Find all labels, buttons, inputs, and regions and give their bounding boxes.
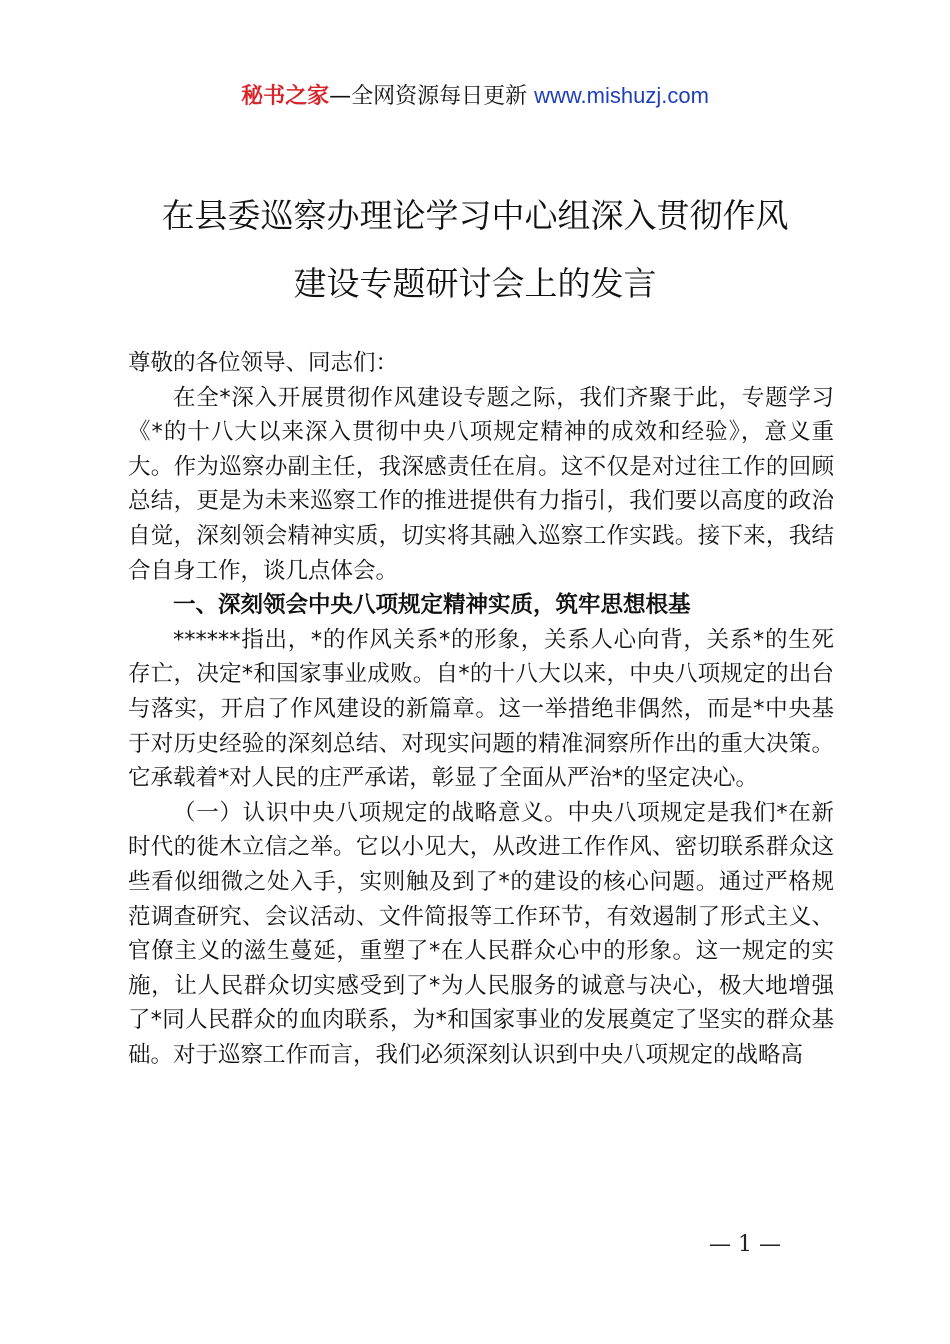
site-url-link[interactable]: www.mishuzj.com [534,83,709,108]
paragraph-2: ******指出，*的作风关系*的形象，关系人心向背，关系*的生死存亡，决定*和国家事业成败。自*的十八大以来，中央八项规定的出台与落实，开启了作风建设的新篇章。这一举措绝非偶然，而是*中央基于对历史经验的深刻总结、对现实问题的精准洞察所作出的重大决策。它承载着*对人民的庄严承诺，彰显了全面从严治*的坚定决心。 [128,626,834,792]
greeting: 尊敬的各位领导、同志们： [128,350,399,376]
page-number: — 1 — [709,1232,781,1257]
document-title-line-2: 建设专题研讨会上的发言 [293,264,657,303]
paragraph-3: （一）认识中央八项规定的战略意义。中央八项规定是我们*在新时代的徙木立信之举。它以小见大，从改进工作作风、密切联系群众这些看似细微之处入手，实则触及到了*的建设的核心问题。通过严格规范调查研究、会议活动、文件简报等工作环节，有效遏制了形式主义、官僚主义的滋生蔓延，重塑了*在人民群众心中的形象。这一规定的实施，让人民群众切实感受到了*为人民服务的诚意与决心，极大地增强了*同人民群众的血肉联系，为*和国家事业的发展奠定了坚实的群众基础。对于巡察工作而言，我们必须深刻认识到中央八项规定的战略高 [128,799,834,1068]
brand-name: 秘书之家 [241,84,330,109]
site-banner [0,80,950,113]
paragraph-intro: 在全*深入开展贯彻作风建设专题之际，我们齐聚于此，专题学习《*的十八大以来深入贯彻中央八项规定精神的成效和经验》，意义重大。作为巡察办副主任，我深感责任在肩。这不仅是对过往工作的回顾总结，更是为未来巡察工作的推进提供有力指引，我们要以高度的政治自觉，深刻领会精神实质，切实将其融入巡察工作实践。接下来，我结合自身工作，谈几点体会。 [128,384,834,584]
document-title-line-1: 在县委巡察办理论学习中心组深入贯彻作风 [161,196,789,235]
banner-tagline: —全网资源每日更新 [329,84,535,109]
section-heading-1: 一、深刻领会中央八项规定精神实质，筑牢思想根基 [173,592,691,619]
document-body [128,346,834,1072]
